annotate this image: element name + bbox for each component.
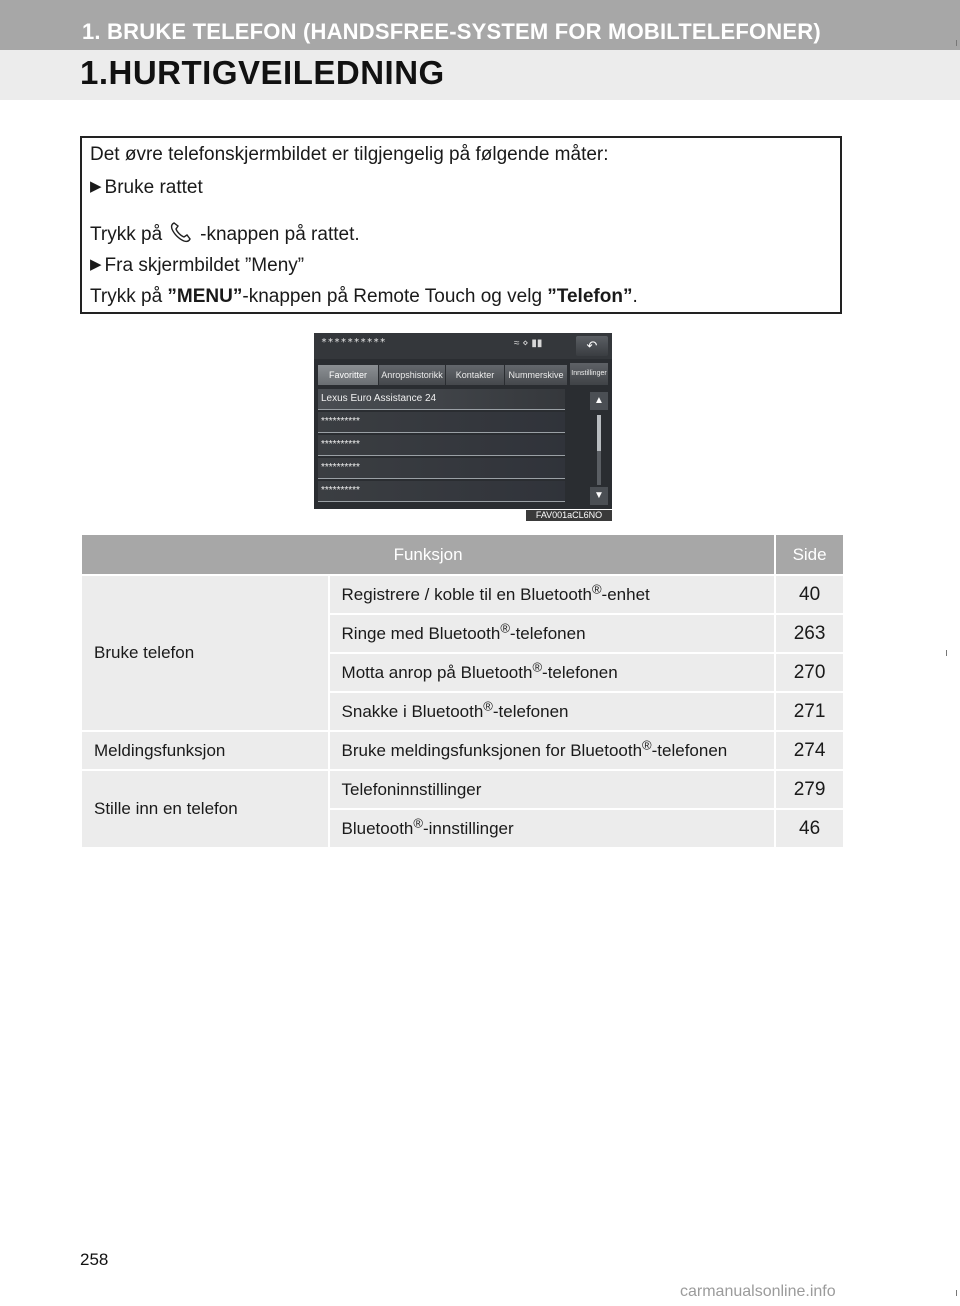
list-item: ********** bbox=[318, 412, 565, 433]
image-code: FAV001aCL6NO bbox=[526, 510, 612, 521]
registered-mark: ® bbox=[591, 580, 602, 596]
function-label: Ringe med Bluetooth bbox=[341, 623, 501, 643]
crop-mark bbox=[956, 1290, 957, 1296]
option2-text-end: . bbox=[632, 286, 638, 307]
table-row bbox=[81, 770, 844, 809]
function-suffix: -telefonen bbox=[651, 740, 728, 760]
category-cell: Stille inn en telefon bbox=[81, 770, 329, 848]
function-suffix: -telefonen bbox=[509, 623, 586, 643]
access-info-box bbox=[80, 136, 842, 314]
list-item: ********** bbox=[318, 458, 565, 479]
list-item: ********** bbox=[318, 435, 565, 456]
triangle-right-icon: ▶ bbox=[90, 256, 102, 273]
page-link[interactable]: 40 bbox=[775, 575, 844, 614]
option2-instruction bbox=[90, 286, 638, 309]
option1-instruction bbox=[90, 221, 360, 247]
page-link[interactable]: 274 bbox=[775, 731, 844, 770]
tab-favoritter: Favoritter bbox=[318, 365, 379, 385]
scrollbar-thumb bbox=[597, 415, 601, 451]
header-function: Funksjon bbox=[81, 534, 775, 575]
telefon-label: ”Telefon” bbox=[547, 286, 633, 307]
function-cell bbox=[329, 692, 776, 731]
phone-screen-illustration bbox=[314, 333, 612, 509]
function-label: Motta anrop på Bluetooth bbox=[341, 662, 533, 682]
watermark: carmanualsonline.info bbox=[680, 1283, 836, 1300]
function-cell bbox=[329, 731, 776, 770]
function-suffix: -enhet bbox=[601, 584, 650, 604]
function-cell bbox=[329, 614, 776, 653]
table-row bbox=[81, 575, 844, 614]
option2-title: Fra skjermbildet ”Meny” bbox=[104, 255, 305, 276]
phone-icon bbox=[168, 221, 194, 243]
crop-mark bbox=[956, 40, 957, 46]
table-row bbox=[81, 731, 844, 770]
battery-icon: ▮▮ bbox=[531, 338, 543, 349]
wifi-icon: ≈ bbox=[514, 338, 520, 349]
function-label: Telefoninnstillinger bbox=[341, 779, 482, 799]
registered-mark: ® bbox=[483, 697, 493, 713]
triangle-right-icon: ▶ bbox=[90, 178, 102, 195]
status-icons bbox=[514, 338, 542, 349]
page-link[interactable]: 46 bbox=[775, 809, 844, 848]
tab-anropshistorikk: Anropshistorikk bbox=[379, 365, 446, 385]
section-title: 1. BRUKE TELEFON (HANDSFREE-SYSTEM FOR MOBILTELEFONER) bbox=[82, 19, 821, 44]
page-link[interactable]: 271 bbox=[775, 692, 844, 731]
function-label: Snakke i Bluetooth bbox=[341, 701, 484, 721]
category-cell: Bruke telefon bbox=[81, 575, 329, 731]
page-number: 258 bbox=[80, 1250, 109, 1269]
page-link[interactable]: 263 bbox=[775, 614, 844, 653]
function-cell bbox=[329, 653, 776, 692]
function-cell bbox=[329, 575, 776, 614]
scroll-down-icon: ▼ bbox=[590, 487, 608, 505]
function-table bbox=[80, 533, 845, 849]
function-label: Bruke meldingsfunksjonen for Bluetooth bbox=[341, 740, 643, 760]
header-page: Side bbox=[775, 534, 844, 575]
option2-text-middle: -knappen på Remote Touch og velg bbox=[242, 286, 548, 307]
table-header-row bbox=[81, 534, 844, 575]
crop-mark bbox=[946, 650, 947, 656]
function-suffix: -telefonen bbox=[542, 662, 618, 682]
function-cell bbox=[329, 809, 776, 848]
option-menu-screen bbox=[90, 255, 304, 278]
option1-text-before: Trykk på bbox=[90, 224, 163, 245]
registered-mark: ® bbox=[500, 619, 510, 635]
list-item: ********** bbox=[318, 481, 565, 502]
function-suffix: -telefonen bbox=[492, 701, 569, 721]
info-intro: Det øvre telefonskjermbildet er tilgjengelig på følgende måter: bbox=[90, 144, 609, 165]
option1-title: Bruke rattet bbox=[104, 177, 203, 198]
tab-kontakter: Kontakter bbox=[446, 365, 505, 385]
chapter-title: 1.HURTIGVEILEDNING bbox=[80, 54, 445, 91]
scroll-up-icon: ▲ bbox=[590, 392, 608, 410]
registered-mark: ® bbox=[642, 736, 652, 752]
device-name-placeholder: ********** bbox=[321, 337, 387, 348]
category-cell: Meldingsfunksjon bbox=[81, 731, 329, 770]
list-item: Lexus Euro Assistance 24 bbox=[318, 389, 565, 410]
tab-innstillinger: Innstillinger bbox=[570, 363, 608, 385]
option2-text-before: Trykk på bbox=[90, 286, 168, 307]
registered-mark: ® bbox=[413, 814, 423, 830]
function-label: Registrere / koble til en Bluetooth bbox=[341, 584, 592, 604]
registered-mark: ® bbox=[532, 658, 543, 674]
function-cell bbox=[329, 770, 776, 809]
option-steering-wheel bbox=[90, 177, 203, 200]
function-suffix: -innstillinger bbox=[422, 818, 514, 838]
page-link[interactable]: 270 bbox=[775, 653, 844, 692]
function-label: Bluetooth bbox=[341, 818, 414, 838]
back-arrow-icon: ↶ bbox=[576, 336, 608, 356]
menu-button-label: ”MENU” bbox=[167, 286, 243, 307]
bluetooth-icon: ⋄ bbox=[522, 338, 529, 349]
page-link[interactable]: 279 bbox=[775, 770, 844, 809]
option1-text-after: -knappen på rattet. bbox=[200, 224, 360, 245]
tab-nummerskive: Nummerskive bbox=[505, 365, 568, 385]
